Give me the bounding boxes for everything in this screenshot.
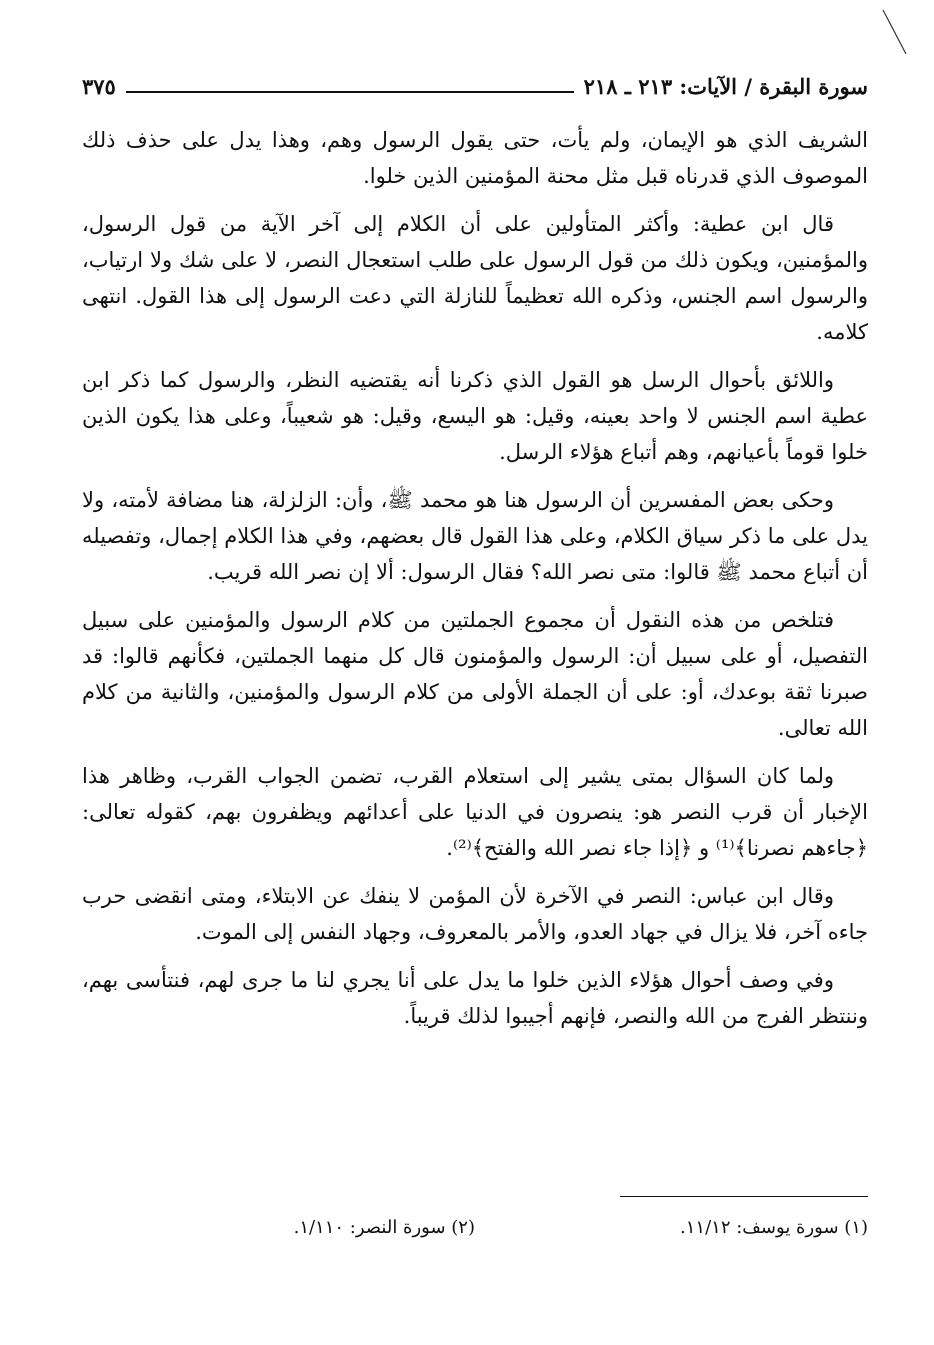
paragraph-5: فتلخص من هذه النقول أن مجموع الجملتين من كلام الرسول والمؤمنين على سبيل التفصيل، أو على سبيل أن: الرسول والمؤمنون قال كل منهما الجملتين، فكأنهم قالوا: قد صبرنا ثقة بوعدك، أو: على أن الجملة الأولى من كلام الرسول والمؤمنين، والثانية من كلام الله تعالى.	[82, 608, 868, 740]
header-rule	[126, 91, 574, 93]
footnotes	[82, 1214, 868, 1242]
paragraph-4: وحكى بعض المفسرين أن الرسول هنا هو محمد ﷺ، وأن: الزلزلة، هنا مضافة لأمته، ولا يدل على ما ذكر سياق الكلام، وعلى هذا القول قال بعضهم، وفي هذا الكلام إجمال، وتفصيله أن أتباع محمد ﷺ قالوا: متى نصر الله؟ فقال الرسول: ألا إن نصر الله قريب.	[82, 488, 868, 584]
paragraph-8: وفي وصف أحوال هؤلاء الذين خلوا ما يدل على أنا يجري لنا ما جرى لهم، فنتأسى بهم، وننتظر الفرج من الله والنصر، فإنهم أجيبوا لذلك قريباً.	[82, 968, 868, 1028]
paragraph-7: وقال ابن عباس: النصر في الآخرة لأن المؤمن لا ينفك عن الابتلاء، ومتى انقضى حرب جاءه آخر، فلا يزال في جهاد العدو، والأمر بالمعروف، وجهاد النفس إلى الموت.	[82, 884, 868, 944]
paragraph-1: الشريف الذي هو الإيمان، ولم يأت، حتى يقول الرسول وهم، وهذا يدل على حذف ذلك الموصوف الذي قدرناه قبل مثل محنة المؤمنين الذين خلوا.	[82, 128, 868, 188]
footnote-2: (٢) سورة النصر: ١/١١٠.	[293, 1217, 475, 1238]
scan-corner-mark	[880, 8, 910, 58]
page-number: ٣٧٥	[82, 73, 116, 99]
header-title: سورة البقرة / الآيات: ٢١٣ ـ ٢١٨	[583, 73, 868, 99]
paragraph-6: ولما كان السؤال بمتى يشير إلى استعلام القرب، تضمن الجواب القرب، وظاهر هذا الإخبار أن قرب النصر هو: ينصرون في الدنيا على أعدائهم ويظفرون بهم، كقوله تعالى: ﴿جاءهم نصرنا﴾⁽¹⁾ و ﴿إذا جاء نصر الله والفتح﴾⁽²⁾.	[82, 764, 868, 860]
footnote-separator	[620, 1196, 868, 1197]
paragraph-3: واللائق بأحوال الرسل هو القول الذي ذكرنا أنه يقتضيه النظر، والرسول كما ذكر ابن عطية اسم الجنس لا واحد بعينه، وقيل: هو اليسع، وقيل: هو شعيباً، وعلى هذا يكون الذين خلوا قوماً بأعيانهم، وهم أتباع هؤلاء الرسل.	[82, 368, 868, 464]
footnote-1: (١) سورة يوسف: ١١/١٢.	[680, 1217, 868, 1238]
paragraph-2: قال ابن عطية: وأكثر المتأولين على أن الكلام إلى آخر الآية من قول الرسول، والمؤمنين، ويكون ذلك من قول الرسول على طلب استعجال النصر، لا على شك ولا ارتياب، والرسول اسم الجنس، وذكره الله تعظيماً للنازلة التي دعت الرسول إلى هذا القول. انتهى كلامه.	[82, 212, 868, 344]
running-header	[82, 66, 868, 106]
body-text	[82, 122, 868, 1046]
